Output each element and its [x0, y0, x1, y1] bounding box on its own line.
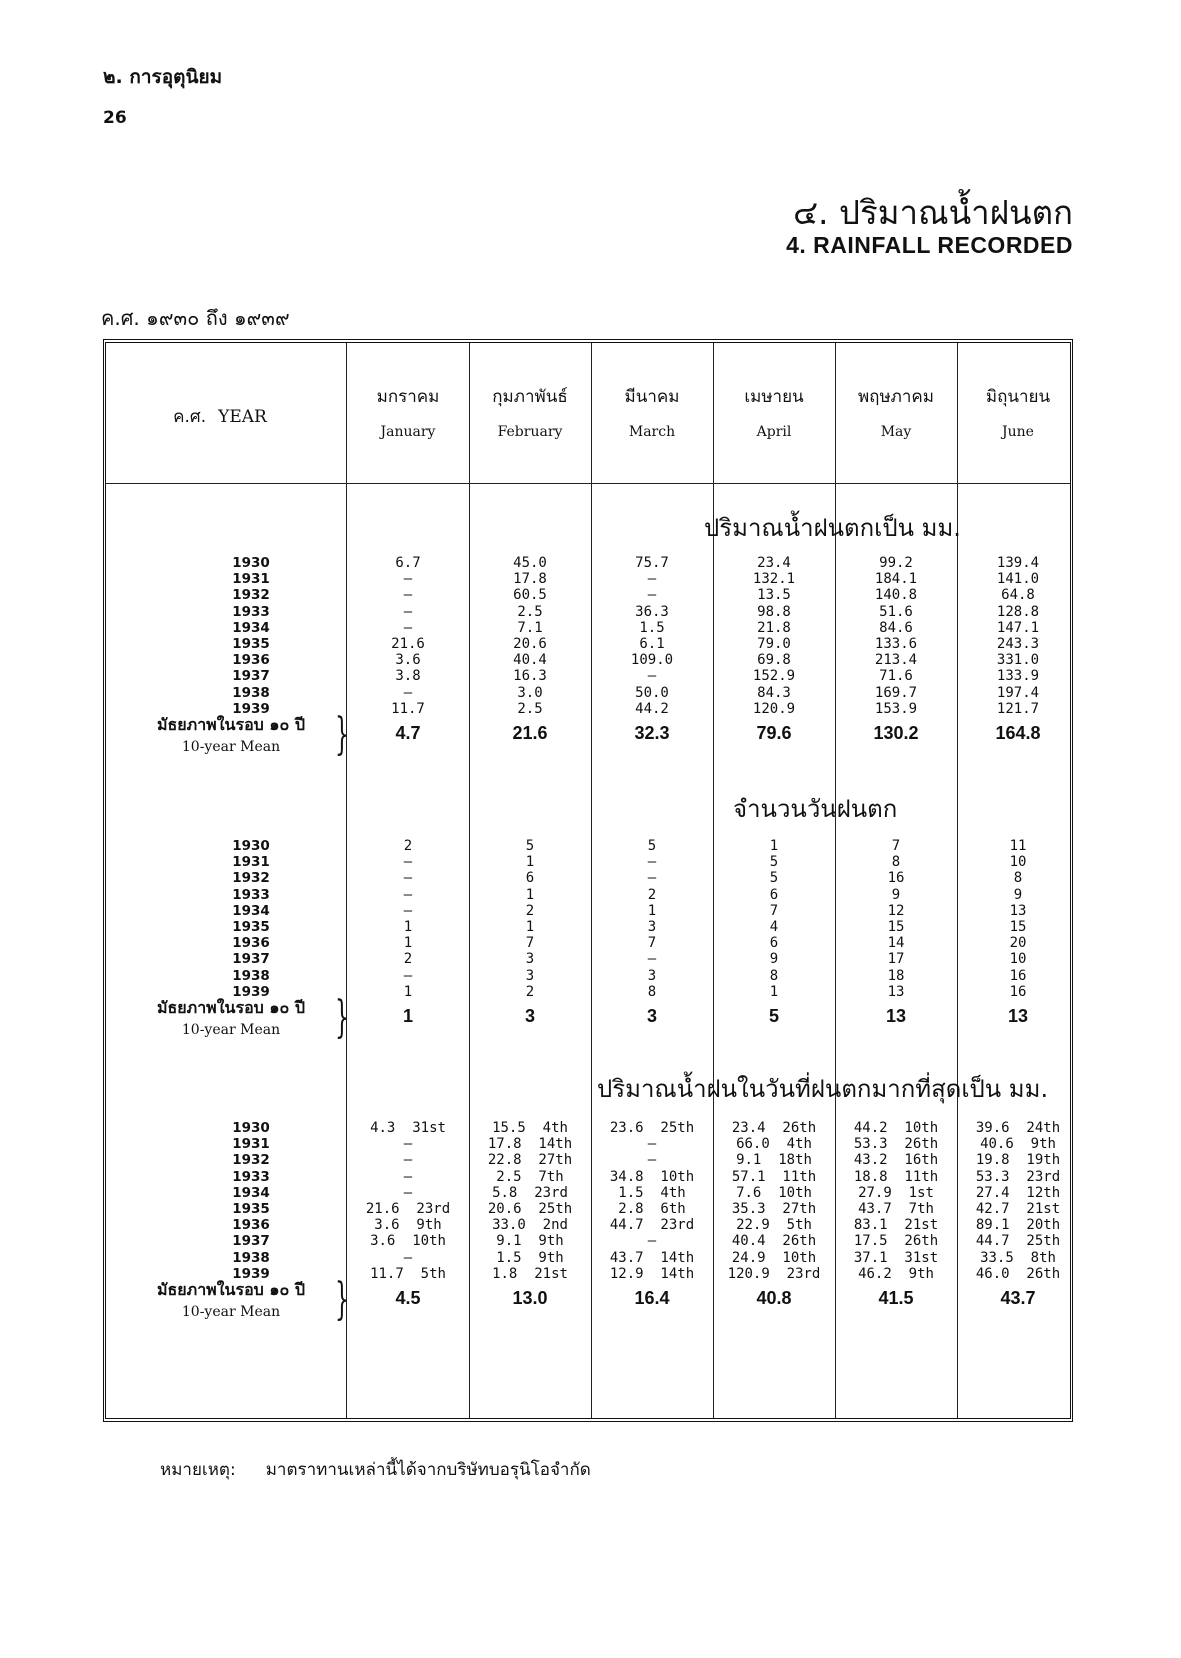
year-cell: 1930 — [232, 1120, 270, 1136]
table-cell: 99.2 — [879, 555, 913, 571]
table-cell: 184.1 — [874, 571, 918, 588]
table-cell: 109.0 — [630, 652, 674, 669]
section-title: จำนวนวันฝนตก — [733, 795, 898, 823]
column-header-english: March — [628, 424, 676, 440]
table-cell: 1.5 — [639, 619, 665, 636]
table-cell: 11 — [1009, 838, 1027, 854]
table-cell: 7.1 — [517, 619, 543, 636]
column-header-english: May — [880, 424, 912, 440]
table-cell: 3 — [647, 919, 657, 935]
table-cell: 36.3 — [635, 603, 669, 620]
table-cell: 89.1 20th — [975, 1217, 1061, 1234]
page-title-english: 4. RAINFALL RECORDED — [786, 232, 1073, 258]
table-cell: 5 — [769, 854, 779, 871]
mean-value: 41.5 — [878, 1288, 914, 1308]
table-cell: 16 — [1009, 967, 1027, 984]
table-cell: — — [647, 587, 657, 604]
column-separator — [835, 343, 836, 1418]
table-cell: 16 — [1009, 983, 1027, 1000]
table-cell: 169.7 — [874, 684, 918, 701]
year-cell: 1939 — [232, 983, 270, 1000]
table-cell: 79.0 — [757, 636, 791, 652]
column-separator — [346, 343, 347, 1418]
year-cell: 1936 — [232, 1217, 270, 1234]
table-cell: 7 — [525, 935, 535, 952]
year-cell: 1936 — [232, 935, 270, 952]
table-cell: 15.5 4th — [492, 1120, 568, 1136]
table-cell: 1 — [769, 983, 779, 1000]
column-header-thai: กุมภาพันธ์ — [492, 387, 568, 407]
table-cell: 71.6 — [879, 668, 913, 685]
table-cell: 53.3 23rd — [975, 1168, 1061, 1185]
table-cell: 5 — [769, 870, 779, 887]
year-cell: 1932 — [232, 1152, 270, 1169]
year-column-header — [106, 403, 334, 430]
table-cell: 18 — [887, 967, 905, 984]
table-cell: 20 — [1009, 935, 1027, 952]
table-cell: 8 — [647, 983, 657, 1000]
table-cell: 23.4 — [757, 555, 791, 571]
table-cell: 9.1 9th — [496, 1233, 564, 1250]
column-separator — [469, 343, 470, 1418]
table-cell: 197.4 — [996, 684, 1040, 701]
table-cell: 57.1 11th — [731, 1168, 817, 1185]
mean-value: 43.7 — [1000, 1288, 1036, 1308]
table-cell: 40.4 26th — [731, 1233, 817, 1250]
table-cell: 98.8 — [757, 603, 791, 620]
table-cell: 128.8 — [996, 603, 1040, 620]
table-cell: 1 — [769, 838, 779, 854]
mean-brace: } — [335, 709, 349, 760]
table-cell: 147.1 — [996, 619, 1040, 636]
table-cell: 13 — [887, 983, 905, 1000]
table-cell: — — [403, 1184, 413, 1201]
year-cell: 1933 — [232, 1168, 270, 1185]
table-cell: 20.6 — [513, 636, 547, 652]
table-cell: 133.6 — [874, 636, 918, 652]
year-cell: 1934 — [232, 619, 270, 636]
mean-label-thai: มัธยภาพในรอบ ๑๐ ปี — [156, 998, 306, 1017]
table-cell: 10 — [1009, 854, 1027, 871]
year-cell: 1932 — [232, 587, 270, 604]
table-cell: — — [647, 1152, 657, 1169]
column-header-thai: มีนาคม — [624, 387, 680, 407]
table-cell: 9 — [891, 886, 901, 903]
year-cell: 1936 — [232, 652, 270, 669]
year-cell: 1932 — [232, 870, 270, 887]
table-cell: 7 — [769, 902, 779, 919]
column-header-thai: เมษายน — [744, 387, 804, 407]
table-cell: 5 — [647, 838, 657, 854]
table-cell: 3.6 10th — [370, 1233, 446, 1250]
table-cell: 213.4 — [874, 652, 918, 669]
section-title: ปริมาณน้ำฝนตกเป็น มม. — [704, 514, 961, 542]
table-cell: 27.4 12th — [975, 1184, 1061, 1201]
table-cell: 33.5 8th — [980, 1249, 1056, 1266]
column-header — [959, 383, 1077, 440]
table-cell: — — [403, 1249, 413, 1266]
column-header-english: January — [380, 424, 436, 440]
mean-value: 3 — [524, 1006, 535, 1026]
table-cell: 2.5 — [517, 700, 543, 717]
table-cell: — — [403, 1152, 413, 1169]
mean-value: 3 — [646, 1006, 657, 1026]
table-cell: 132.1 — [752, 571, 796, 588]
table-cell: 34.8 10th — [609, 1168, 695, 1185]
table-cell: 121.7 — [996, 700, 1040, 717]
mean-value: 13 — [885, 1006, 907, 1026]
column-header-thai: พฤษภาคม — [857, 387, 935, 407]
year-cell: 1933 — [232, 886, 270, 903]
table-cell: — — [403, 1168, 413, 1185]
table-cell: 140.8 — [874, 587, 918, 604]
mean-label-english: 10-year Mean — [181, 1304, 281, 1320]
table-cell: 20.6 25th — [487, 1201, 573, 1217]
table-cell: 1.8 21st — [492, 1265, 568, 1282]
table-cell: 2.5 7th — [496, 1168, 564, 1185]
table-cell: 7.6 10th — [736, 1184, 812, 1201]
table-cell: — — [647, 870, 657, 887]
table-cell: 21.6 23rd — [365, 1201, 451, 1217]
table-cell: 5.8 23rd — [492, 1184, 568, 1201]
table-cell: 27.9 1st — [858, 1184, 934, 1201]
table-cell: — — [647, 951, 657, 968]
table-cell: 3 — [647, 967, 657, 984]
year-cell: 1939 — [232, 700, 270, 717]
table-cell: — — [403, 587, 413, 604]
table-cell: 69.8 — [757, 652, 791, 669]
table-cell: 43.2 16th — [853, 1152, 939, 1169]
table-cell: — — [403, 571, 413, 588]
column-separator — [591, 343, 592, 1418]
table-cell: 22.9 5th — [736, 1217, 812, 1234]
mean-value: 13.0 — [512, 1288, 548, 1308]
header-rule — [106, 483, 1070, 484]
year-cell: 1931 — [232, 1136, 270, 1153]
table-cell: 6 — [769, 886, 779, 903]
table-cell: 37.1 31st — [853, 1249, 939, 1266]
year-cell: 1938 — [232, 684, 270, 701]
table-cell: 39.6 24th — [975, 1120, 1061, 1136]
mean-value: 40.8 — [756, 1288, 792, 1308]
table-cell: 66.0 4th — [736, 1136, 812, 1153]
table-cell: 21.6 — [391, 636, 425, 652]
table-cell: 153.9 — [874, 700, 918, 717]
column-header-english: February — [497, 424, 563, 440]
table-cell: 1.5 9th — [496, 1249, 564, 1266]
table-cell: 133.9 — [996, 668, 1040, 685]
table-cell: 4.3 31st — [370, 1120, 446, 1136]
table-cell: 2 — [525, 902, 535, 919]
mean-value: 1 — [402, 1006, 413, 1026]
table-cell: 16 — [887, 870, 905, 887]
table-cell: 13 — [1009, 902, 1027, 919]
table-cell: 42.7 21st — [975, 1201, 1061, 1217]
table-cell: 83.1 21st — [853, 1217, 939, 1234]
table-cell: — — [403, 603, 413, 620]
table-cell: — — [403, 1136, 413, 1153]
table-cell: 6.7 — [395, 555, 421, 571]
year-cell: 1937 — [232, 951, 270, 968]
table-cell: 1 — [403, 983, 413, 1000]
table-cell: 53.3 26th — [853, 1136, 939, 1153]
table-cell: 10 — [1009, 951, 1027, 968]
table-cell: 21.8 — [757, 619, 791, 636]
mean-label-thai: มัธยภาพในรอบ ๑๐ ปี — [156, 1280, 306, 1299]
table-cell: 12 — [887, 902, 905, 919]
table-cell: — — [403, 967, 413, 984]
period-label: ค.ศ. ๑๙๓๐ ถึง ๑๙๓๙ — [101, 306, 290, 330]
table-cell: 16.3 — [513, 668, 547, 685]
table-cell: 120.9 23rd — [727, 1265, 821, 1282]
chapter-header: ๒. การอุตุนิยม — [103, 66, 223, 88]
table-cell: 64.8 — [1001, 587, 1035, 604]
table-cell: 84.3 — [757, 684, 791, 701]
mean-value: 13 — [1007, 1006, 1029, 1026]
page-number: 26 — [103, 108, 127, 128]
mean-label-thai: มัธยภาพในรอบ ๑๐ ปี — [156, 715, 306, 734]
year-cell: 1934 — [232, 1184, 270, 1201]
table-cell: 51.6 — [879, 603, 913, 620]
year-cell: 1938 — [232, 967, 270, 984]
table-cell: 44.7 23rd — [609, 1217, 695, 1234]
mean-brace: } — [335, 1274, 349, 1325]
year-header-english: YEAR — [218, 407, 267, 427]
year-cell: 1931 — [232, 854, 270, 871]
year-cell: 1934 — [232, 902, 270, 919]
table-cell: 17.5 26th — [853, 1233, 939, 1250]
mean-value: 4.7 — [395, 723, 421, 743]
table-cell: 3 — [525, 967, 535, 984]
table-cell: 6 — [525, 870, 535, 887]
table-cell: 141.0 — [996, 571, 1040, 588]
table-cell: 2.5 — [517, 603, 543, 620]
table-cell: 6.1 — [639, 636, 665, 652]
table-cell: 44.7 25th — [975, 1233, 1061, 1250]
table-cell: 12.9 14th — [609, 1265, 695, 1282]
mean-value: 16.4 — [634, 1288, 670, 1308]
column-header — [715, 383, 833, 440]
table-cell: 1.5 4th — [618, 1184, 686, 1201]
table-cell: 3 — [525, 951, 535, 968]
table-cell: 46.2 9th — [858, 1265, 934, 1282]
table-cell: 17.8 — [513, 571, 547, 588]
mean-value: 5 — [768, 1006, 779, 1026]
column-header — [349, 383, 467, 440]
table-cell: 14 — [887, 935, 905, 952]
table-cell: 45.0 — [513, 555, 547, 571]
table-cell: 19.8 19th — [975, 1152, 1061, 1169]
table-cell: — — [403, 870, 413, 887]
table-cell: 7 — [647, 935, 657, 952]
table-cell: — — [403, 854, 413, 871]
mean-value: 21.6 — [512, 723, 548, 743]
table-cell: 1 — [647, 902, 657, 919]
table-cell: 23.4 26th — [731, 1120, 817, 1136]
column-header-english: June — [1002, 424, 1034, 440]
table-cell: 2.8 6th — [618, 1201, 686, 1217]
table-cell: 3.0 — [517, 684, 543, 701]
table-cell: 60.5 — [513, 587, 547, 604]
year-cell: 1933 — [232, 603, 270, 620]
table-cell: 120.9 — [752, 700, 796, 717]
table-cell: 40.4 — [513, 652, 547, 669]
table-cell: 6 — [769, 935, 779, 952]
section-title: ปริมาณน้ำฝนในวันที่ฝนตกมากที่สุดเป็น มม. — [597, 1075, 1049, 1103]
table-cell: 1 — [403, 935, 413, 952]
table-cell: 331.0 — [996, 652, 1040, 669]
page-title-thai: ๔. ปริมาณน้ำฝนตก — [793, 193, 1073, 232]
footnote-label: หมายเหตุ: — [160, 1460, 236, 1480]
column-header-thai: มิถุนายน — [985, 387, 1051, 407]
table-cell: 9 — [1013, 886, 1023, 903]
table-cell: 8 — [1013, 870, 1023, 887]
table-cell: 35.3 27th — [731, 1201, 817, 1217]
year-cell: 1935 — [232, 1201, 270, 1217]
column-header — [837, 383, 955, 440]
table-cell: 3.6 — [395, 652, 421, 669]
column-separator — [713, 343, 714, 1418]
table-cell: — — [647, 668, 657, 685]
table-cell: 18.8 11th — [853, 1168, 939, 1185]
table-cell: 5 — [525, 838, 535, 854]
table-cell: 152.9 — [752, 668, 796, 685]
mean-value: 130.2 — [873, 723, 919, 743]
table-cell: — — [647, 1136, 657, 1153]
table-cell: 50.0 — [635, 684, 669, 701]
table-cell: 2 — [403, 838, 413, 854]
table-cell: — — [403, 619, 413, 636]
table-cell: 24.9 10th — [731, 1249, 817, 1266]
table-cell: 13.5 — [757, 587, 791, 604]
mean-value: 32.3 — [634, 723, 670, 743]
column-header-thai: มกราคม — [376, 387, 440, 407]
year-cell: 1938 — [232, 1249, 270, 1266]
table-cell: 17.8 14th — [487, 1136, 573, 1153]
year-cell: 1935 — [232, 919, 270, 935]
table-cell: 2 — [647, 886, 657, 903]
table-cell: 243.3 — [996, 636, 1040, 652]
table-cell: 3.6 9th — [374, 1217, 442, 1234]
table-cell: — — [403, 902, 413, 919]
table-cell: 43.7 7th — [858, 1201, 934, 1217]
table-cell: 75.7 — [635, 555, 669, 571]
table-cell: 17 — [887, 951, 905, 968]
table-cell: 9.1 18th — [736, 1152, 812, 1169]
mean-brace: } — [335, 992, 349, 1043]
mean-label-english: 10-year Mean — [181, 739, 281, 755]
year-header-thai: ค.ศ. — [173, 407, 207, 427]
column-header-english: April — [756, 424, 792, 440]
table-cell: 9 — [769, 951, 779, 968]
table-cell: 8 — [769, 967, 779, 984]
table-cell: 15 — [887, 919, 905, 935]
footnote — [160, 1456, 591, 1483]
table-cell: 40.6 9th — [980, 1136, 1056, 1153]
table-cell: 23.6 25th — [609, 1120, 695, 1136]
table-cell: 2 — [525, 983, 535, 1000]
rainfall-table — [103, 339, 1073, 1422]
table-cell: 4 — [769, 919, 779, 935]
table-cell: — — [647, 571, 657, 588]
table-cell: 1 — [525, 854, 535, 871]
table-cell: 44.2 — [635, 700, 669, 717]
table-cell: 7 — [891, 838, 901, 854]
table-cell: 11.7 5th — [370, 1265, 446, 1282]
table-cell: 1 — [525, 886, 535, 903]
table-cell: 15 — [1009, 919, 1027, 935]
year-cell: 1930 — [232, 555, 270, 571]
year-cell: 1931 — [232, 571, 270, 588]
mean-label-english: 10-year Mean — [181, 1022, 281, 1038]
mean-value: 4.5 — [395, 1288, 421, 1308]
table-cell: — — [647, 1233, 657, 1250]
table-cell: 3.8 — [395, 668, 421, 685]
table-cell: 8 — [891, 854, 901, 871]
table-cell: 22.8 27th — [487, 1152, 573, 1169]
table-cell: 1 — [525, 919, 535, 935]
table-cell: 1 — [403, 919, 413, 935]
year-cell: 1930 — [232, 838, 270, 854]
year-cell: 1937 — [232, 1233, 270, 1250]
table-cell: — — [647, 854, 657, 871]
table-cell: 2 — [403, 951, 413, 968]
column-separator — [957, 343, 958, 1418]
column-header — [593, 383, 711, 440]
mean-value: 164.8 — [995, 723, 1041, 743]
table-cell: 43.7 14th — [609, 1249, 695, 1266]
table-cell: 44.2 10th — [853, 1120, 939, 1136]
year-cell: 1939 — [232, 1265, 270, 1282]
table-cell: — — [403, 684, 413, 701]
year-cell: 1935 — [232, 636, 270, 652]
mean-value: 79.6 — [756, 723, 792, 743]
year-cell: 1937 — [232, 668, 270, 685]
table-cell: 139.4 — [996, 555, 1040, 571]
table-cell: — — [403, 886, 413, 903]
table-cell: 46.0 26th — [975, 1265, 1061, 1282]
column-header — [471, 383, 589, 440]
table-cell: 33.0 2nd — [492, 1217, 568, 1234]
footnote-text: มาตราทานเหล่านี้ได้จากบริษัทบอรุนิโอจำกัด — [265, 1460, 591, 1480]
table-cell: 11.7 — [391, 700, 425, 717]
table-cell: 84.6 — [879, 619, 913, 636]
